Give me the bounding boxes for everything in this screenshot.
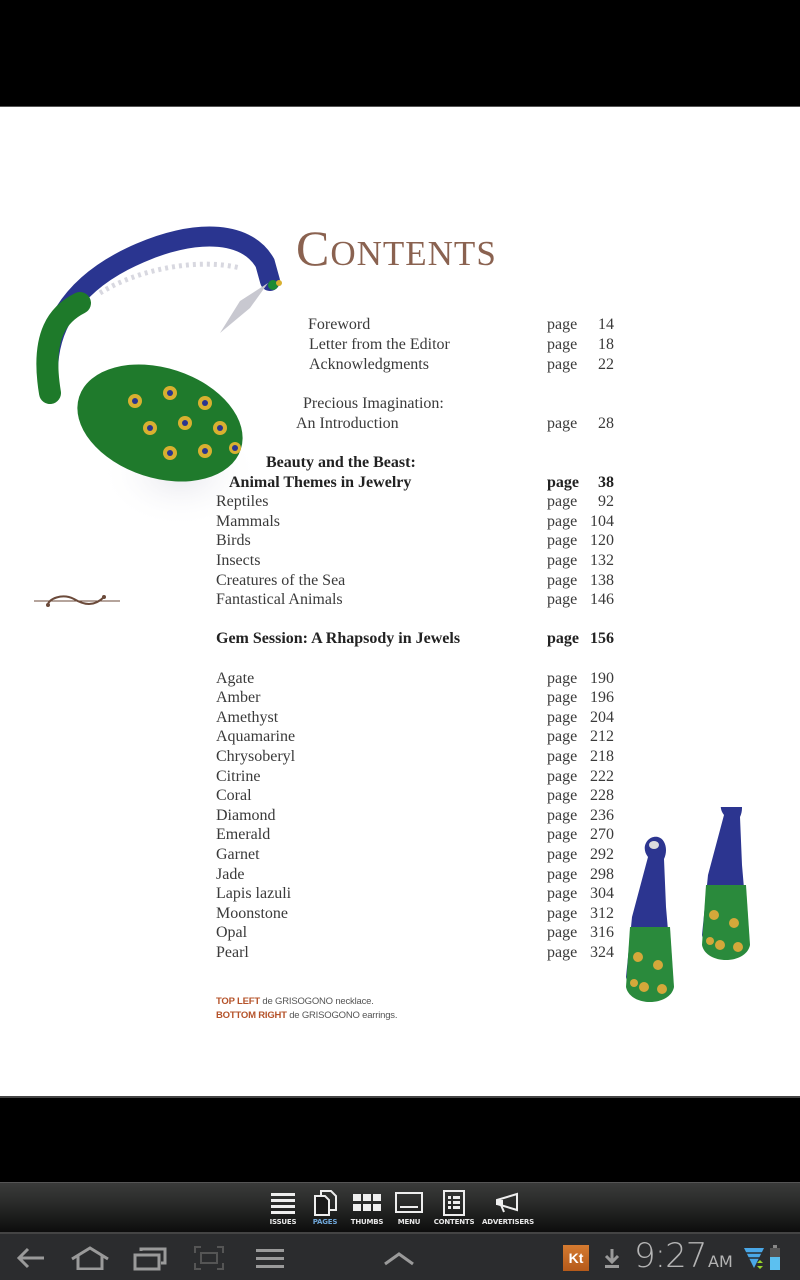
toc-entry-label[interactable]: Lapis lazuli — [216, 885, 292, 902]
page-title: Contents — [296, 220, 497, 276]
toc-entry-label[interactable]: Aquamarine — [216, 728, 296, 745]
toc-page-number: 228 — [590, 787, 614, 804]
toc-entry-label[interactable]: Citrine — [216, 768, 261, 785]
chevron-up-icon[interactable] — [382, 1244, 416, 1272]
toolbar-label: PAGES — [312, 1218, 338, 1226]
toc-entry-label[interactable]: Acknowledgments — [309, 356, 429, 373]
megaphone-icon — [495, 1191, 521, 1215]
toc-page-word: page — [547, 552, 578, 569]
toc-page-word: page — [547, 807, 578, 824]
toc-entry-label[interactable]: Letter from the Editor — [309, 336, 450, 353]
toolbar-label: CONTENTS — [433, 1218, 475, 1226]
toc-page-number: 312 — [590, 905, 614, 922]
toc-page-word: page — [547, 905, 578, 922]
toc-entry-label[interactable]: Amethyst — [216, 709, 279, 726]
caption-text: de GRISOGONO earrings. — [286, 1010, 398, 1021]
toc-page-word: page — [547, 591, 578, 608]
toolbar-pages-button[interactable] — [308, 1183, 342, 1233]
toc-entry-label[interactable]: Moonstone — [216, 905, 288, 922]
toc-page-word: page — [547, 768, 578, 785]
battery-icon — [768, 1244, 782, 1272]
toc-page-word: page — [547, 885, 578, 902]
toc-entry-label[interactable]: An Introduction — [296, 415, 399, 432]
toc-entry-label[interactable]: Chrysoberyl — [216, 748, 296, 765]
toc-page-word: page — [547, 474, 579, 491]
toc-page-word: page — [547, 316, 578, 333]
toc-page-number: 156 — [590, 630, 614, 647]
clock-ampm: AM — [708, 1252, 733, 1271]
toolbar-label: ISSUES — [269, 1218, 297, 1226]
toc-page-number: 38 — [598, 474, 614, 491]
clock-time: 9:27 — [634, 1236, 707, 1276]
home-icon[interactable] — [68, 1244, 112, 1272]
toc-page-number: 270 — [590, 826, 614, 843]
toc-page-word: page — [547, 728, 578, 745]
toc-page-word: page — [547, 787, 578, 804]
toc-page-number: 316 — [590, 924, 614, 941]
caption-highlight: BOTTOM RIGHT — [216, 1010, 287, 1021]
magazine-page[interactable] — [0, 106, 800, 1096]
toc-page-number: 92 — [598, 493, 614, 510]
back-icon[interactable] — [14, 1244, 48, 1272]
caption-highlight: TOP LEFT — [216, 996, 260, 1007]
toc-page-word: page — [547, 532, 578, 549]
toc-entry-label[interactable]: Amber — [216, 689, 261, 706]
toc-entry-label[interactable]: Creatures of the Sea — [216, 572, 346, 589]
toc-page-number: 120 — [590, 532, 614, 549]
toolbar-contents-button[interactable] — [432, 1183, 476, 1233]
toc-page-number: 14 — [598, 316, 614, 333]
toc-page-number: 22 — [598, 356, 614, 373]
toc-section-heading[interactable]: Gem Session: A Rhapsody in Jewels — [216, 630, 461, 647]
toc-entry-label[interactable]: Diamond — [216, 807, 276, 824]
list-icon — [270, 1191, 296, 1215]
top-black-bar — [0, 0, 800, 106]
toc-page-word: page — [547, 513, 578, 530]
toc-page-number: 324 — [590, 944, 614, 961]
toc-page-number: 196 — [590, 689, 614, 706]
toc-page-word: page — [547, 866, 578, 883]
toc-entry-label[interactable]: Birds — [216, 532, 251, 549]
toc-page-number: 304 — [590, 885, 614, 902]
download-icon[interactable] — [600, 1244, 624, 1272]
toolbar-label: MENU — [397, 1218, 421, 1226]
system-navigation-bar — [0, 1232, 800, 1280]
caption-text: de GRISOGONO necklace. — [259, 996, 374, 1007]
toc-page-number: 292 — [590, 846, 614, 863]
toc-page-number: 138 — [590, 572, 614, 589]
app-notification-icon[interactable]: Kt — [563, 1245, 589, 1271]
toc-page-word: page — [547, 670, 578, 687]
toc-page-word: page — [547, 826, 578, 843]
toolbar-label: ADVERTISERS — [482, 1218, 534, 1226]
flourish-ornament-icon — [32, 591, 122, 613]
toc-page-word: page — [547, 748, 578, 765]
toc-page-number: 222 — [590, 768, 614, 785]
toc-page-word: page — [547, 944, 578, 961]
toc-page-word: page — [547, 415, 578, 432]
toc-page-number: 28 — [598, 415, 614, 432]
pages-icon — [313, 1191, 337, 1215]
toc-entry-label[interactable]: Precious Imagination: — [303, 395, 444, 412]
peacock-earrings-image — [620, 807, 760, 1017]
toc-page-number: 298 — [590, 866, 614, 883]
toc-page-word: page — [547, 846, 578, 863]
toc-entry-label[interactable]: Reptiles — [216, 493, 269, 510]
toc-entry-label[interactable]: Fantastical Animals — [216, 591, 343, 608]
toolbar-menu-button[interactable] — [392, 1183, 426, 1233]
toc-page-number: 190 — [590, 670, 614, 687]
toc-entry-label[interactable]: Agate — [216, 670, 255, 687]
wifi-icon — [742, 1244, 766, 1272]
toc-entry-label[interactable]: Garnet — [216, 846, 260, 863]
toc-page-number: 204 — [590, 709, 614, 726]
toc-entry-label[interactable]: Insects — [216, 552, 261, 569]
toolbar-advertisers-button[interactable] — [482, 1183, 534, 1233]
toc-page-word: page — [547, 924, 578, 941]
toc-page-number: 218 — [590, 748, 614, 765]
toc-page-word: page — [547, 336, 578, 353]
toc-entry-label[interactable]: Foreword — [308, 316, 371, 333]
toc-page-number: 132 — [590, 552, 614, 569]
toc-page-word: page — [547, 709, 578, 726]
toolbar-label: THUMBS — [350, 1218, 384, 1226]
menu-icon[interactable] — [254, 1244, 286, 1272]
screenshot-icon[interactable] — [192, 1244, 226, 1272]
toc-entry-label[interactable]: Mammals — [216, 513, 280, 530]
photo-caption — [216, 995, 397, 1023]
toc-section-heading[interactable]: Beauty and the Beast: — [266, 454, 416, 471]
toc-page-word: page — [547, 356, 578, 373]
menu-window-icon — [395, 1191, 423, 1215]
toc-page-number: 212 — [590, 728, 614, 745]
toc-page-word: page — [547, 572, 578, 589]
toc-page-number: 146 — [590, 591, 614, 608]
toc-entry-label[interactable]: Opal — [216, 924, 248, 941]
bottom-black-bar — [0, 1096, 800, 1182]
toc-section-heading[interactable]: Animal Themes in Jewelry — [229, 474, 412, 491]
grid-icon — [353, 1191, 381, 1215]
toc-page-word: page — [547, 493, 578, 510]
toc-page-number: 236 — [590, 807, 614, 824]
toolbar-issues-button[interactable] — [266, 1183, 300, 1233]
toc-entry-label[interactable]: Jade — [216, 866, 245, 883]
toc-page-word: page — [547, 630, 579, 647]
contents-icon — [443, 1191, 465, 1215]
reader-toolbar — [0, 1182, 800, 1232]
toc-page-number: 104 — [590, 513, 614, 530]
toc-page-number: 18 — [598, 336, 614, 353]
toc-entry-label[interactable]: Pearl — [216, 944, 249, 961]
toolbar-thumbs-button[interactable] — [348, 1183, 386, 1233]
recent-apps-icon[interactable] — [132, 1244, 168, 1272]
toc-page-word: page — [547, 689, 578, 706]
toc-entry-label[interactable]: Emerald — [216, 826, 271, 843]
toc-entry-label[interactable]: Coral — [216, 787, 252, 804]
